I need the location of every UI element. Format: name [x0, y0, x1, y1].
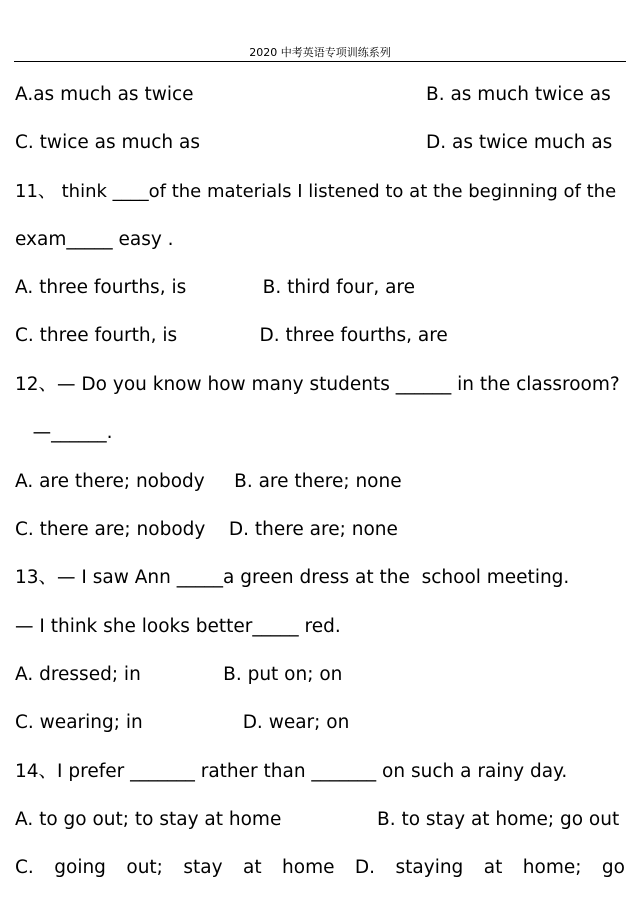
q12-stem-line2: —______. — [15, 422, 113, 443]
q11-stem-line2: exam_____ easy . — [15, 229, 174, 250]
header-divider — [14, 61, 626, 62]
q10-option-a: A.as much as twice — [15, 84, 194, 105]
q14-options-cd: C. going out; stay at home D. staying at home; go — [15, 857, 625, 878]
q10-option-d: D. as twice much as — [426, 132, 613, 153]
q13-options-ab: A. dressed; in B. put on; on — [15, 664, 343, 685]
q10-option-b: B. as much twice as — [426, 84, 611, 105]
q12-options-ab: A. are there; nobody B. are there; none — [15, 471, 402, 492]
page-header: 2020 中考英语专项训练系列 — [249, 46, 391, 59]
q13-stem-line1: 13、— I saw Ann _____a green dress at the school meeting. — [15, 567, 570, 588]
q11-options-cd: C. three fourth, is D. three fourths, are — [15, 325, 448, 346]
q13-options-cd: C. wearing; in D. wear; on — [15, 712, 350, 733]
q12-options-cd: C. there are; nobody D. there are; none — [15, 519, 398, 540]
q14-option-b: B. to stay at home; go out — [377, 809, 620, 830]
q14-stem-line1: 14、I prefer _______ rather than _______ on such a rainy day. — [15, 761, 568, 782]
q11-stem-line1: 11、 think ____of the materials I listened to at the beginning of the — [15, 181, 617, 202]
q12-stem-line1: 12、— Do you know how many students ______ in the classroom? — [15, 374, 620, 395]
q11-options-ab: A. three fourths, is B. third four, are — [15, 277, 415, 298]
q14-option-a: A. to go out; to stay at home — [15, 809, 282, 830]
q13-stem-line2: — I think she looks better_____ red. — [15, 616, 341, 637]
q10-option-c: C. twice as much as — [15, 132, 200, 153]
